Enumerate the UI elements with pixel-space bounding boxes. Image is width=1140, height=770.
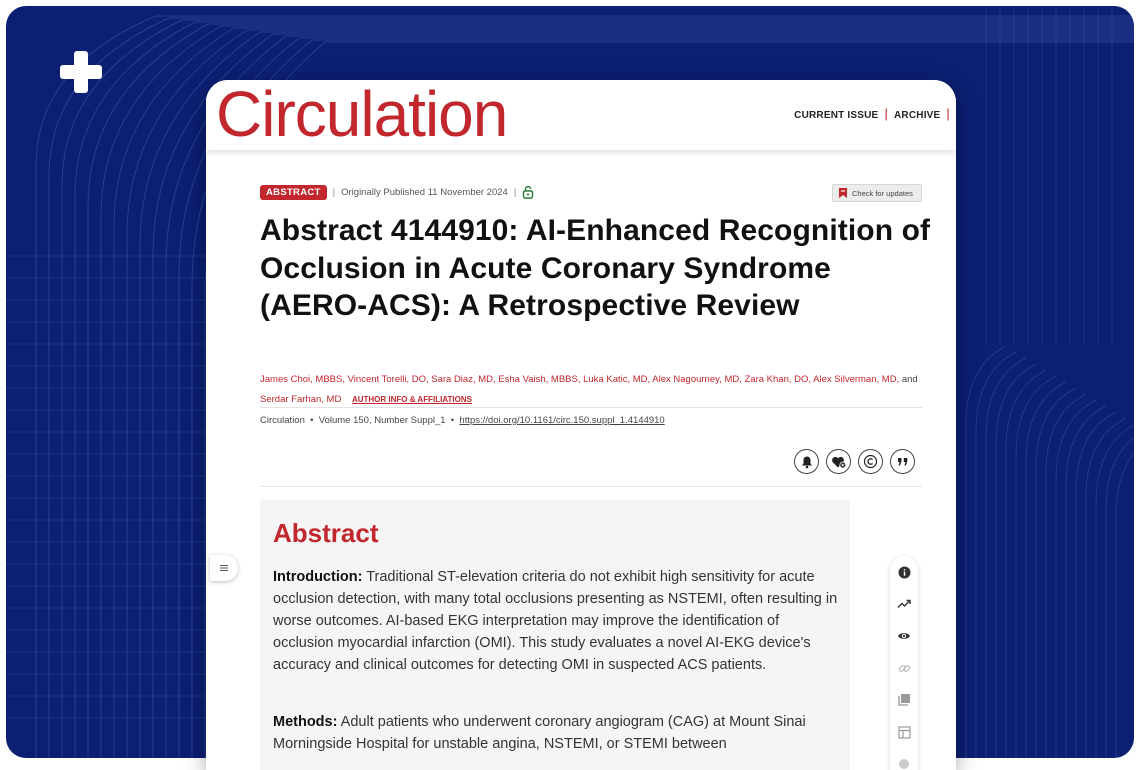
list-icon bbox=[219, 564, 229, 572]
methods-label: Methods: bbox=[273, 714, 338, 730]
gallery-icon bbox=[897, 693, 911, 707]
introduction-paragraph bbox=[273, 566, 839, 676]
top-nav bbox=[794, 106, 956, 121]
view-button[interactable] bbox=[896, 628, 912, 644]
methods-paragraph bbox=[273, 711, 839, 755]
nav-current-issue[interactable]: CURRENT ISSUE bbox=[794, 110, 879, 121]
table-icon bbox=[898, 726, 911, 739]
citation-line bbox=[260, 415, 665, 426]
methods-text: Adult patients who underwent coronary angiogram (CAG) at Mount Sinai Morningside Hospital for unstable angina, NSTEMI, or STEMI between bbox=[273, 714, 806, 752]
toc-toggle-button[interactable] bbox=[210, 555, 238, 581]
doi-link[interactable]: https://doi.org/10.1161/circ.150.suppl_1.4144910 bbox=[459, 415, 665, 426]
introduction-label: Introduction: bbox=[273, 569, 363, 585]
bell-icon bbox=[800, 455, 814, 469]
article-title: Abstract 4144910: AI-Enhanced Recognition of Occlusion in Acute Coronary Syndrome (AERO-ACS): A Retrospective Review bbox=[260, 214, 931, 322]
article-window bbox=[206, 80, 956, 770]
favorite-button[interactable] bbox=[826, 449, 851, 474]
meta-separator: | bbox=[332, 186, 336, 198]
alert-button[interactable] bbox=[794, 449, 819, 474]
eye-icon bbox=[897, 631, 911, 641]
article-meta bbox=[260, 184, 534, 200]
author-affiliations-link[interactable]: AUTHOR INFO & AFFILIATIONS bbox=[351, 394, 472, 404]
published-date: Originally Published 11 November 2024 bbox=[341, 186, 508, 198]
divider bbox=[260, 486, 922, 487]
metrics-button[interactable] bbox=[896, 596, 912, 612]
article-actions bbox=[794, 449, 915, 474]
abstract-section bbox=[260, 500, 850, 770]
authors-and: and bbox=[901, 374, 918, 385]
figures-button[interactable] bbox=[896, 692, 912, 708]
copyright-icon bbox=[863, 454, 878, 469]
abstract-heading: Abstract bbox=[273, 518, 379, 548]
quote-icon bbox=[897, 457, 909, 467]
nav-separator: | bbox=[884, 106, 889, 121]
author-list bbox=[260, 370, 928, 409]
check-for-updates-button[interactable] bbox=[832, 184, 922, 202]
trending-icon bbox=[897, 599, 911, 609]
divider bbox=[260, 407, 922, 408]
nav-archive[interactable]: ARCHIVE bbox=[894, 110, 941, 121]
background-line bbox=[1096, 424, 1134, 758]
cite-button[interactable] bbox=[890, 449, 915, 474]
last-author[interactable]: Serdar Farhan, MD bbox=[260, 393, 342, 405]
background-line bbox=[1106, 430, 1134, 758]
side-toolbar bbox=[890, 556, 918, 770]
plus-icon bbox=[58, 49, 104, 95]
crossmark-icon bbox=[838, 188, 848, 198]
journal-name: Circulation bbox=[260, 415, 305, 426]
info-icon bbox=[898, 566, 911, 579]
heart-add-icon bbox=[831, 455, 847, 469]
site-header bbox=[206, 80, 956, 150]
background-line bbox=[1116, 436, 1134, 758]
bullet: • bbox=[448, 415, 457, 426]
lock-open-icon bbox=[522, 185, 534, 199]
link-icon bbox=[898, 662, 911, 675]
more-icon bbox=[898, 758, 910, 770]
authors[interactable]: James Choi, MBBS, Vincent Torelli, DO, Sara Diaz, MD, Esha Vaish, MBBS, Luka Katic, MD, Alex Nagourney, MD, Zara Khan, DO, Alex Silverman, MD, bbox=[260, 374, 900, 385]
volume-info: Volume 150, Number Suppl_1 bbox=[318, 415, 446, 426]
nav-separator: | bbox=[946, 106, 950, 121]
meta-separator: | bbox=[513, 186, 517, 198]
bullet: • bbox=[307, 415, 317, 426]
introduction-text: Traditional ST-elevation criteria do not exhibit high sensitivity for acute occlusion detection, with many total occlusions presenting as NSTEMI, often resulting in worse outcomes. AI-based EKG interpretation may improve the identification of occlusion myocardial infarction (OMI). This study evaluates a novel AI-EKG device's accuracy and clinical outcomes for detecting OMI in suspected ACS patients. bbox=[273, 569, 838, 673]
article-type-badge: ABSTRACT bbox=[260, 185, 327, 200]
journal-logo[interactable]: Circulation bbox=[216, 80, 508, 150]
info-button[interactable] bbox=[896, 564, 912, 580]
share-link-button[interactable] bbox=[896, 660, 912, 676]
check-updates-label: Check for updates bbox=[852, 188, 913, 198]
more-tools-button[interactable] bbox=[896, 756, 912, 770]
tables-button[interactable] bbox=[896, 724, 912, 740]
permissions-button[interactable] bbox=[858, 449, 883, 474]
